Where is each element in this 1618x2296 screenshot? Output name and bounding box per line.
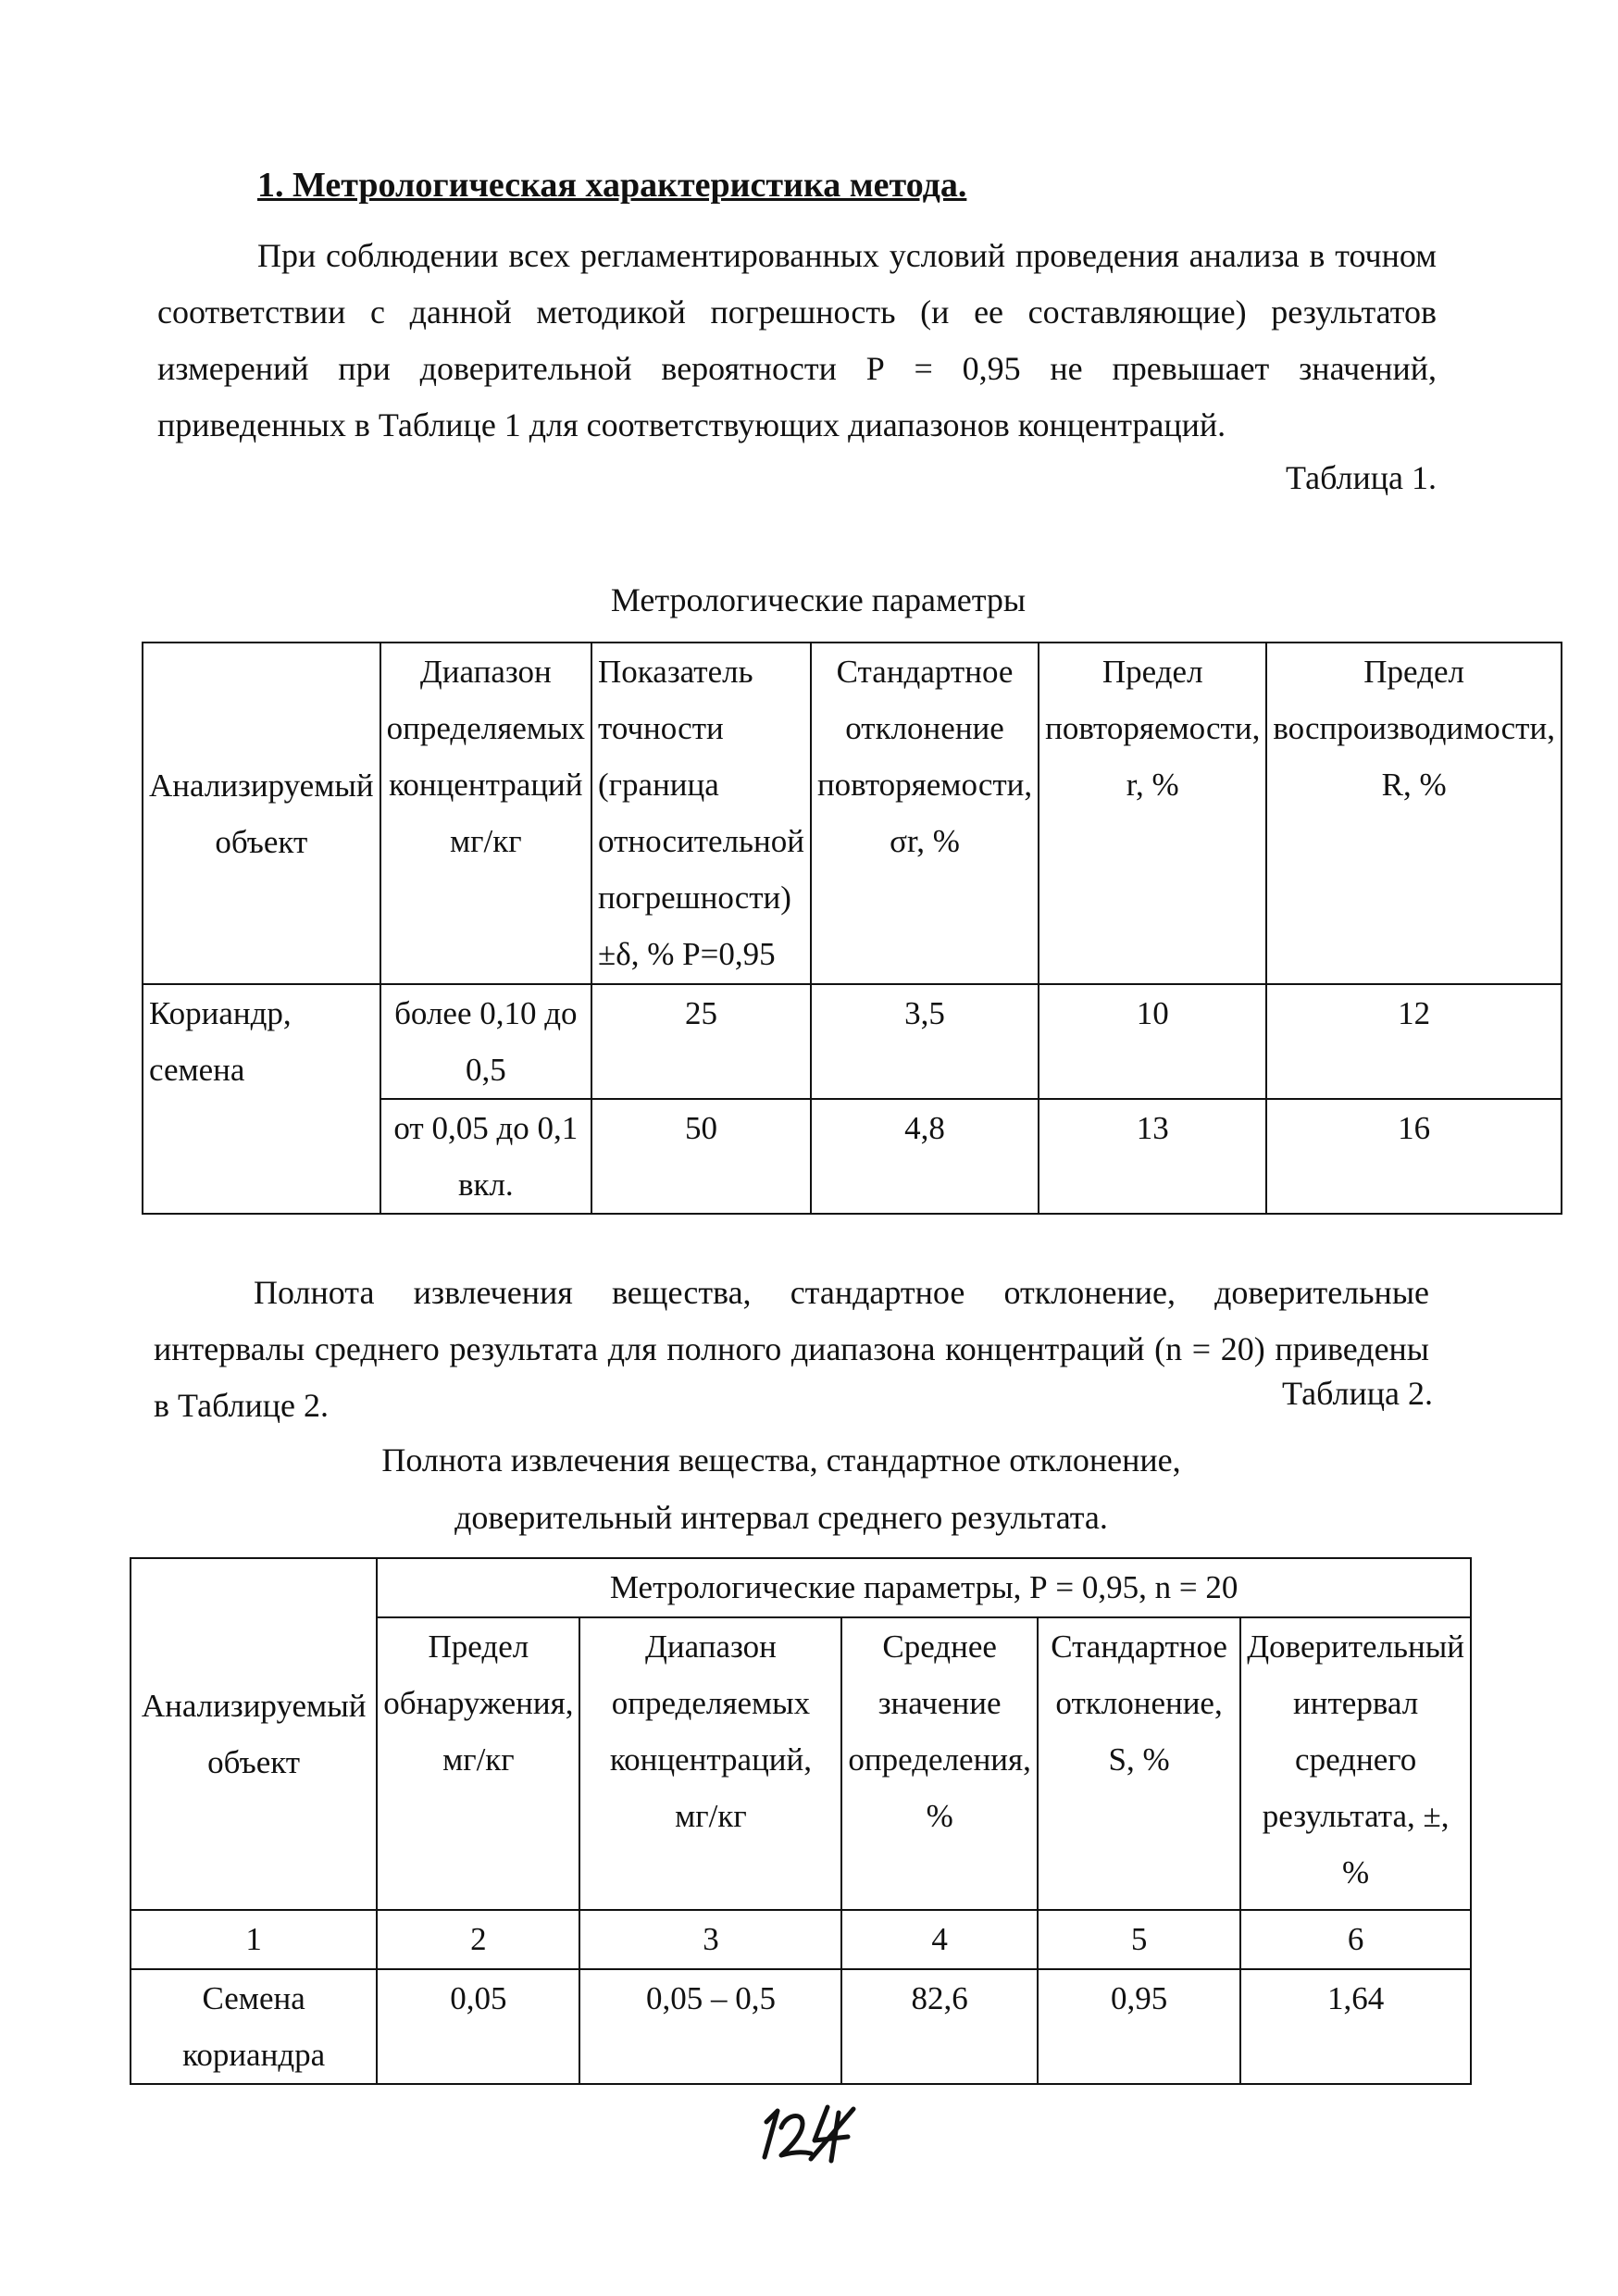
- t2-col-number: 4: [841, 1910, 1037, 1969]
- table2-caption-line1: Полнота извлечения вещества, стандартное отклонение,: [381, 1441, 1181, 1479]
- t1-reprod-cell: 12: [1266, 984, 1562, 1099]
- t2-std-cell: 0,95: [1038, 1969, 1240, 2084]
- t1-repeat-cell: 10: [1039, 984, 1266, 1099]
- intro-paragraph: При соблюдении всех регламентированных условий проведения анализа в точном соответствии с данной методикой погрешность (и ее составляющие) результатов измерений при доверительной вероятности Р = 0,95 не превышает значений, приведенных в Таблице 1 для соответствующих диапазонов концентраций.: [157, 237, 1437, 443]
- t2-col-number: 3: [579, 1910, 841, 1969]
- t2-object-cell: Семена кориандра: [131, 1969, 377, 2084]
- t1-range-cell: от 0,05 до 0,1 вкл.: [380, 1099, 591, 1214]
- t1-repeat-cell: 13: [1039, 1099, 1266, 1214]
- t2-header-mean: Среднее значение определения, %: [841, 1617, 1037, 1910]
- metrology-table-2: [130, 1557, 1472, 2085]
- t2-header-object: Анализируемый объект: [131, 1558, 377, 1910]
- t2-detect-cell: 0,05: [377, 1969, 579, 2084]
- t2-range-cell: 0,05 – 0,5: [579, 1969, 841, 2084]
- t2-group-header: Метрологические параметры, Р = 0,95, n = 20: [377, 1558, 1471, 1617]
- t1-accuracy-cell: 25: [591, 984, 811, 1099]
- table-row: [143, 984, 1562, 1099]
- table2-caption-line2: доверительный интервал среднего результата.: [454, 1499, 1108, 1536]
- section-heading: 1. Метрологическая характеристика метода.: [257, 166, 967, 205]
- t2-header-detect: Предел обнаружения, мг/кг: [377, 1617, 579, 1910]
- table2-label: Таблица 2.: [1282, 1375, 1433, 1412]
- t1-reprod-cell: 16: [1266, 1099, 1562, 1214]
- t1-header-repeat: Предел повторяемости, r, %: [1039, 643, 1266, 984]
- t1-range-cell: более 0,10 до 0,5: [380, 984, 591, 1099]
- t1-accuracy-cell: 50: [591, 1099, 811, 1214]
- t1-header-reprod: Предел воспроизводимости, R, %: [1266, 643, 1562, 984]
- table1-label: Таблица 1.: [1286, 459, 1437, 496]
- metrology-table-1: [142, 642, 1562, 1215]
- t2-header-std: Стандартное отклонение, S, %: [1038, 1617, 1240, 1910]
- t1-std-cell: 4,8: [811, 1099, 1039, 1214]
- table-row: [131, 1969, 1471, 2084]
- handwritten-page-number: [750, 2090, 870, 2165]
- t1-header-range: Диапазон определяемых концентраций мг/кг: [380, 643, 591, 984]
- t1-header-accuracy: Показатель точности (граница относительной погрешности) ±δ, % Р=0,95: [591, 643, 811, 984]
- table1-caption: Метрологические параметры: [610, 581, 1027, 618]
- t1-header-std: Стандартное отклонение повторяемости, σr, %: [811, 643, 1039, 984]
- t2-mean-cell: 82,6: [841, 1969, 1037, 2084]
- t1-header-object: Анализируемый объект: [143, 643, 380, 984]
- t2-col-number: 5: [1038, 1910, 1240, 1969]
- t2-column-numbers-row: [131, 1910, 1471, 1969]
- t1-object-cell: Кориандр, семена: [143, 984, 380, 1214]
- t2-col-number: 1: [131, 1910, 377, 1969]
- t2-ci-cell: 1,64: [1240, 1969, 1471, 2084]
- table2-intro-paragraph: Полнота извлечения вещества, стандартное отклонение, доверительные интервалы среднего результата для полного диапазона концентраций (n = 20) приведены в Таблице 2.: [154, 1274, 1429, 1424]
- t2-header-range: Диапазон определяемых концентраций, мг/кг: [579, 1617, 841, 1910]
- t2-col-number: 6: [1240, 1910, 1471, 1969]
- t1-std-cell: 3,5: [811, 984, 1039, 1099]
- t2-header-ci: Доверительный интервал среднего результата, ±, %: [1240, 1617, 1471, 1910]
- t2-col-number: 2: [377, 1910, 579, 1969]
